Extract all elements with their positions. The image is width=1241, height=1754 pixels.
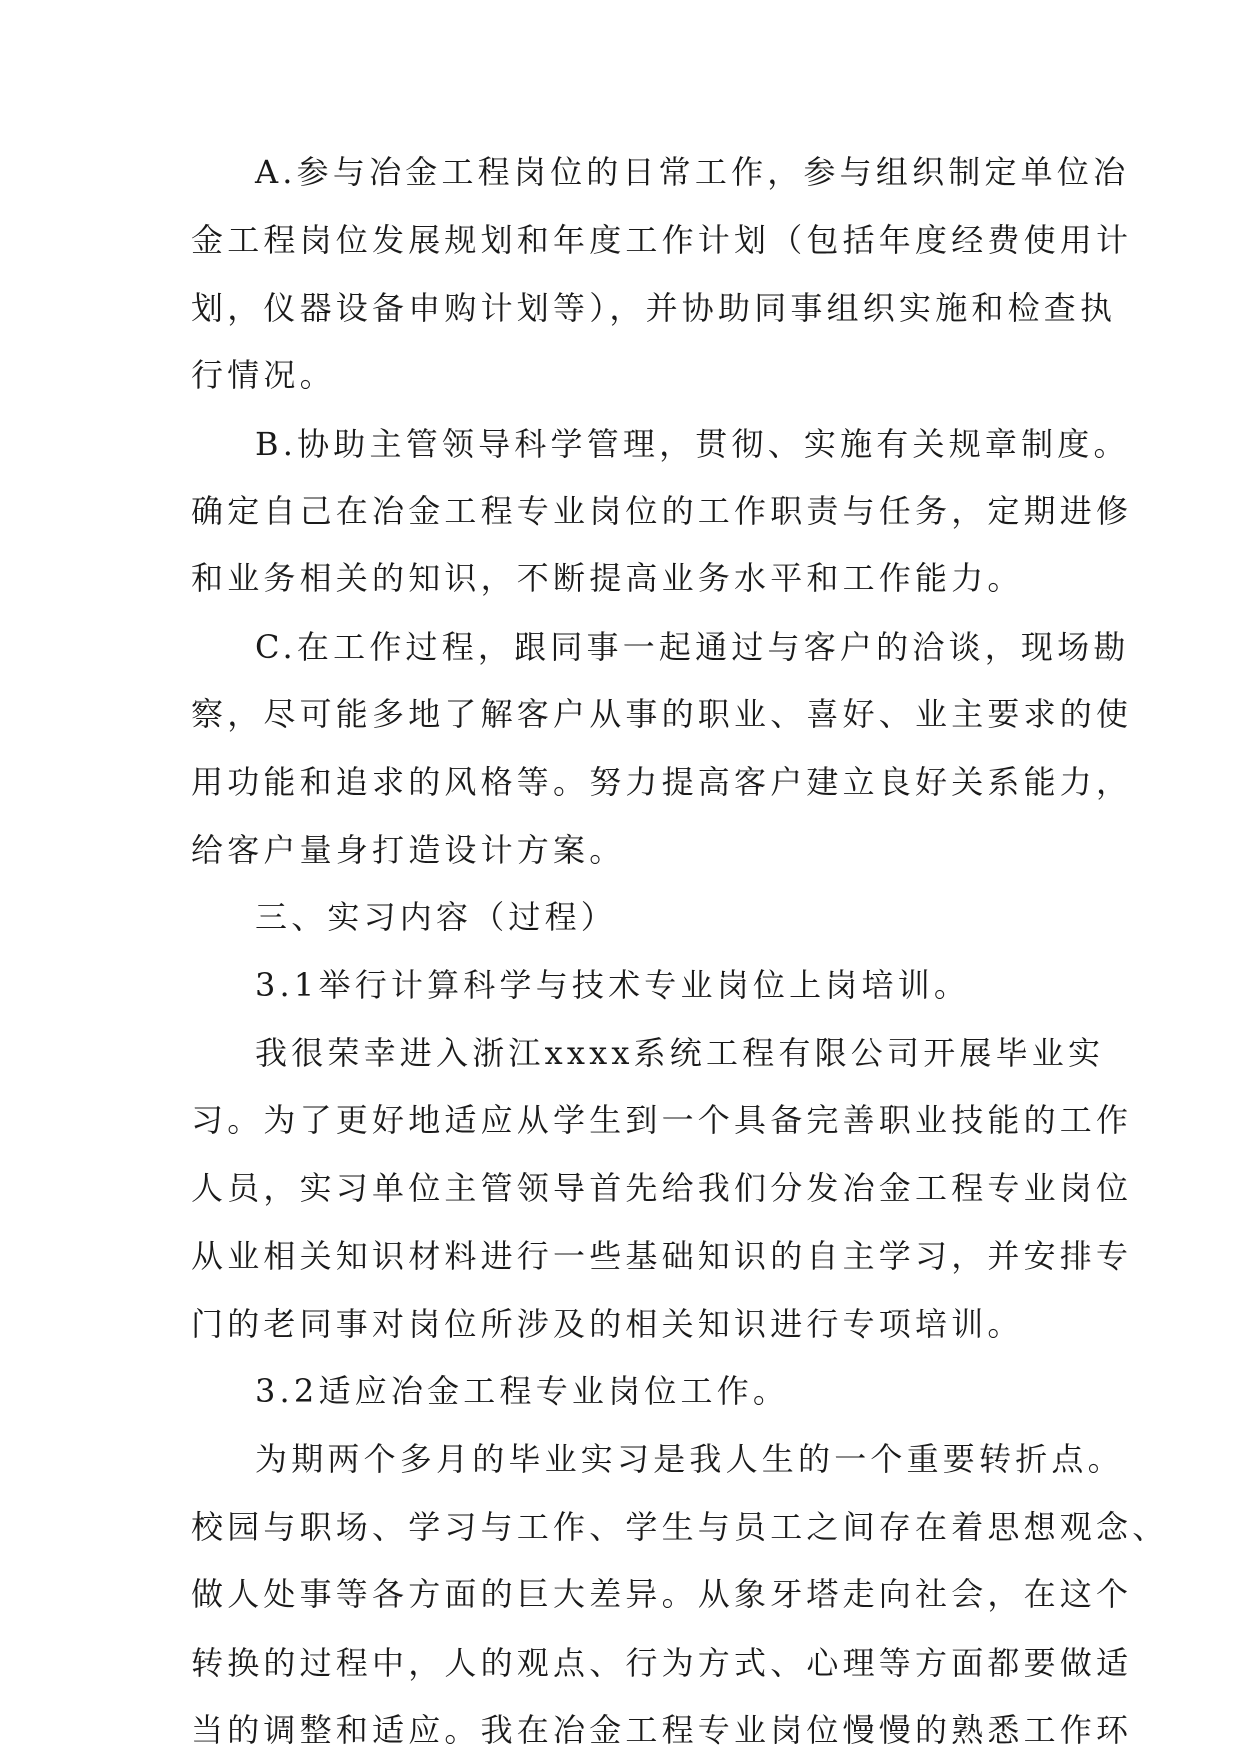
paragraph-3-2-line-5: 当的调整和适应。我在冶金工程专业岗位慢慢的熟悉工作环 bbox=[191, 1711, 1133, 1749]
paragraph-3-2-line-3: 做人处事等各方面的巨大差异。从象牙塔走向社会，在这个 bbox=[191, 1575, 1133, 1613]
paragraph-c-line-2: 察，尽可能多地了解客户从事的职业、喜好、业主要求的使 bbox=[191, 695, 1133, 733]
paragraph-b-line-1: B.协助主管领导科学管理，贯彻、实施有关规章制度。 bbox=[255, 425, 1130, 463]
section-heading: 三、实习内容（过程） bbox=[255, 898, 618, 936]
paragraph-a-line-2: 金工程岗位发展规划和年度工作计划（包括年度经费使用计 bbox=[191, 221, 1133, 259]
paragraph-a-line-4: 行情况。 bbox=[191, 356, 336, 394]
paragraph-3-1-line-4: 从业相关知识材料进行一些基础知识的自主学习，并安排专 bbox=[191, 1237, 1133, 1275]
subsection-heading-3-1: 3.1举行计算科学与技术专业岗位上岗培训。 bbox=[255, 966, 971, 1004]
paragraph-3-2-line-2: 校园与职场、学习与工作、学生与员工之间存在着思想观念、 bbox=[191, 1508, 1169, 1546]
paragraph-a-line-3: 划，仪器设备申购计划等），并协助同事组织实施和检查执 bbox=[191, 289, 1117, 327]
paragraph-c-line-4: 给客户量身打造设计方案。 bbox=[191, 831, 626, 869]
paragraph-3-1-line-2: 习。为了更好地适应从学生到一个具备完善职业技能的工作 bbox=[191, 1101, 1133, 1139]
paragraph-b-line-3: 和业务相关的知识，不断提高业务水平和工作能力。 bbox=[191, 559, 1024, 597]
paragraph-3-2-line-4: 转换的过程中，人的观点、行为方式、心理等方面都要做适 bbox=[191, 1644, 1133, 1682]
paragraph-3-1-line-1: 我很荣幸进入浙江xxxx系统工程有限公司开展毕业实 bbox=[255, 1034, 1105, 1072]
subsection-heading-3-2: 3.2适应冶金工程专业岗位工作。 bbox=[255, 1372, 790, 1410]
paragraph-b-line-2: 确定自己在冶金工程专业岗位的工作职责与任务，定期进修 bbox=[191, 492, 1133, 530]
paragraph-c-line-3: 用功能和追求的风格等。努力提高客户建立良好关系能力， bbox=[191, 763, 1133, 801]
paragraph-c-line-1: C.在工作过程，跟同事一起通过与客户的洽谈，现场勘 bbox=[255, 628, 1130, 666]
paragraph-3-2-line-1: 为期两个多月的毕业实习是我人生的一个重要转折点。 bbox=[255, 1440, 1124, 1478]
paragraph-3-1-line-3: 人员，实习单位主管领导首先给我们分发冶金工程专业岗位 bbox=[191, 1169, 1133, 1207]
paragraph-a-line-1: A.参与冶金工程岗位的日常工作，参与组织制定单位冶 bbox=[255, 153, 1130, 191]
paragraph-3-1-line-5: 门的老同事对岗位所涉及的相关知识进行专项培训。 bbox=[191, 1305, 1024, 1343]
